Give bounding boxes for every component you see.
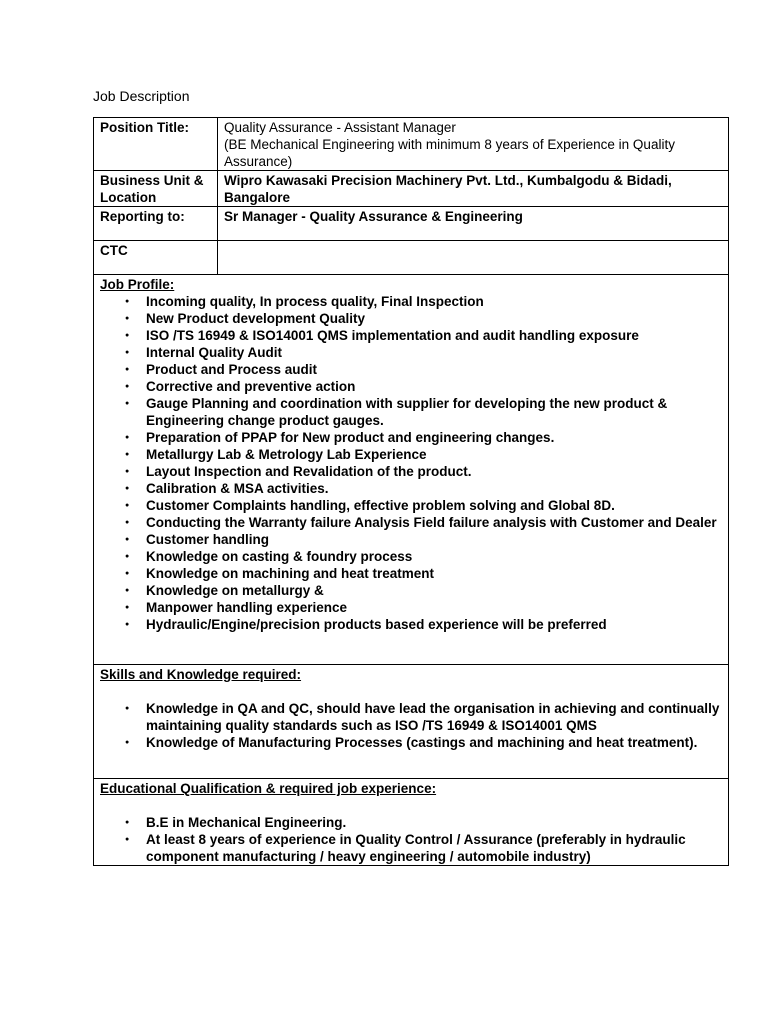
row-position-title — [94, 118, 729, 171]
list-item: ● Incoming quality, In process quality, Final Inspection — [146, 293, 722, 310]
row-business-unit — [94, 171, 729, 207]
list-item: ● Conducting the Warranty failure Analysis Field failure analysis with Customer and Dealer — [146, 514, 722, 531]
business-unit-value: Wipro Kawasaki Precision Machinery Pvt. Ltd., Kumbalgodu & Bidadi, Bangalore — [218, 171, 729, 207]
education-heading: Educational Qualification & required job experience: — [100, 781, 437, 796]
education-list — [100, 814, 722, 865]
row-ctc — [94, 241, 729, 275]
list-item: ● Knowledge of Manufacturing Processes (castings and machining and heat treatment). — [146, 734, 722, 751]
job-description-table — [93, 117, 729, 866]
education-cell — [94, 779, 729, 866]
list-item: ● Customer handling — [146, 531, 722, 548]
list-item: ● Knowledge in QA and QC, should have lead the organisation in achieving and continually maintaining quality standards such as ISO /TS 16949 & ISO14001 QMS — [146, 700, 722, 734]
list-item: ● Corrective and preventive action — [146, 378, 722, 395]
list-item: ● Product and Process audit — [146, 361, 722, 378]
list-item: ● At least 8 years of experience in Quality Control / Assurance (preferably in hydraulic component manufacturing / heavy engineering / automobile industry) — [146, 831, 722, 865]
skills-heading: Skills and Knowledge required: — [100, 667, 302, 682]
business-unit-label: Business Unit & Location — [94, 171, 218, 207]
list-item: ● ISO /TS 16949 & ISO14001 QMS implementation and audit handling exposure — [146, 327, 722, 344]
list-item: ● Layout Inspection and Revalidation of the product. — [146, 463, 722, 480]
row-job-profile — [94, 275, 729, 665]
position-title-line2: (BE Mechanical Engineering with minimum 8 years of Experience in Quality Assurance) — [224, 137, 675, 169]
list-item: ● Metallurgy Lab & Metrology Lab Experience — [146, 446, 722, 463]
list-item: ● Internal Quality Audit — [146, 344, 722, 361]
ctc-label: CTC — [94, 241, 218, 275]
list-item: ● Knowledge on metallurgy & — [146, 582, 722, 599]
list-item: ● Preparation of PPAP for New product and engineering changes. — [146, 429, 722, 446]
list-item: ● B.E in Mechanical Engineering. — [146, 814, 722, 831]
list-item: ● Manpower handling experience — [146, 599, 722, 616]
row-education — [94, 779, 729, 866]
position-title-value — [218, 118, 729, 171]
list-item: ● Gauge Planning and coordination with supplier for developing the new product & Engineering change product gauges. — [146, 395, 722, 429]
list-item: ● New Product development Quality — [146, 310, 722, 327]
reporting-to-value: Sr Manager - Quality Assurance & Engineering — [218, 207, 729, 241]
document-title: Job Description — [93, 88, 190, 104]
skills-list — [100, 700, 722, 751]
row-skills — [94, 665, 729, 779]
position-title-label: Position Title: — [94, 118, 218, 171]
reporting-to-label: Reporting to: — [94, 207, 218, 241]
ctc-value — [218, 241, 729, 275]
list-item: ● Hydraulic/Engine/precision products based experience will be preferred — [146, 616, 722, 633]
job-profile-cell — [94, 275, 729, 665]
list-item: ● Calibration & MSA activities. — [146, 480, 722, 497]
job-profile-list — [100, 293, 722, 633]
list-item: ● Knowledge on casting & foundry process — [146, 548, 722, 565]
position-title-line1: Quality Assurance - Assistant Manager — [224, 120, 456, 135]
list-item: ● Knowledge on machining and heat treatment — [146, 565, 722, 582]
skills-cell — [94, 665, 729, 779]
row-reporting-to — [94, 207, 729, 241]
list-item: ● Customer Complaints handling, effective problem solving and Global 8D. — [146, 497, 722, 514]
job-profile-heading: Job Profile: — [100, 277, 175, 292]
